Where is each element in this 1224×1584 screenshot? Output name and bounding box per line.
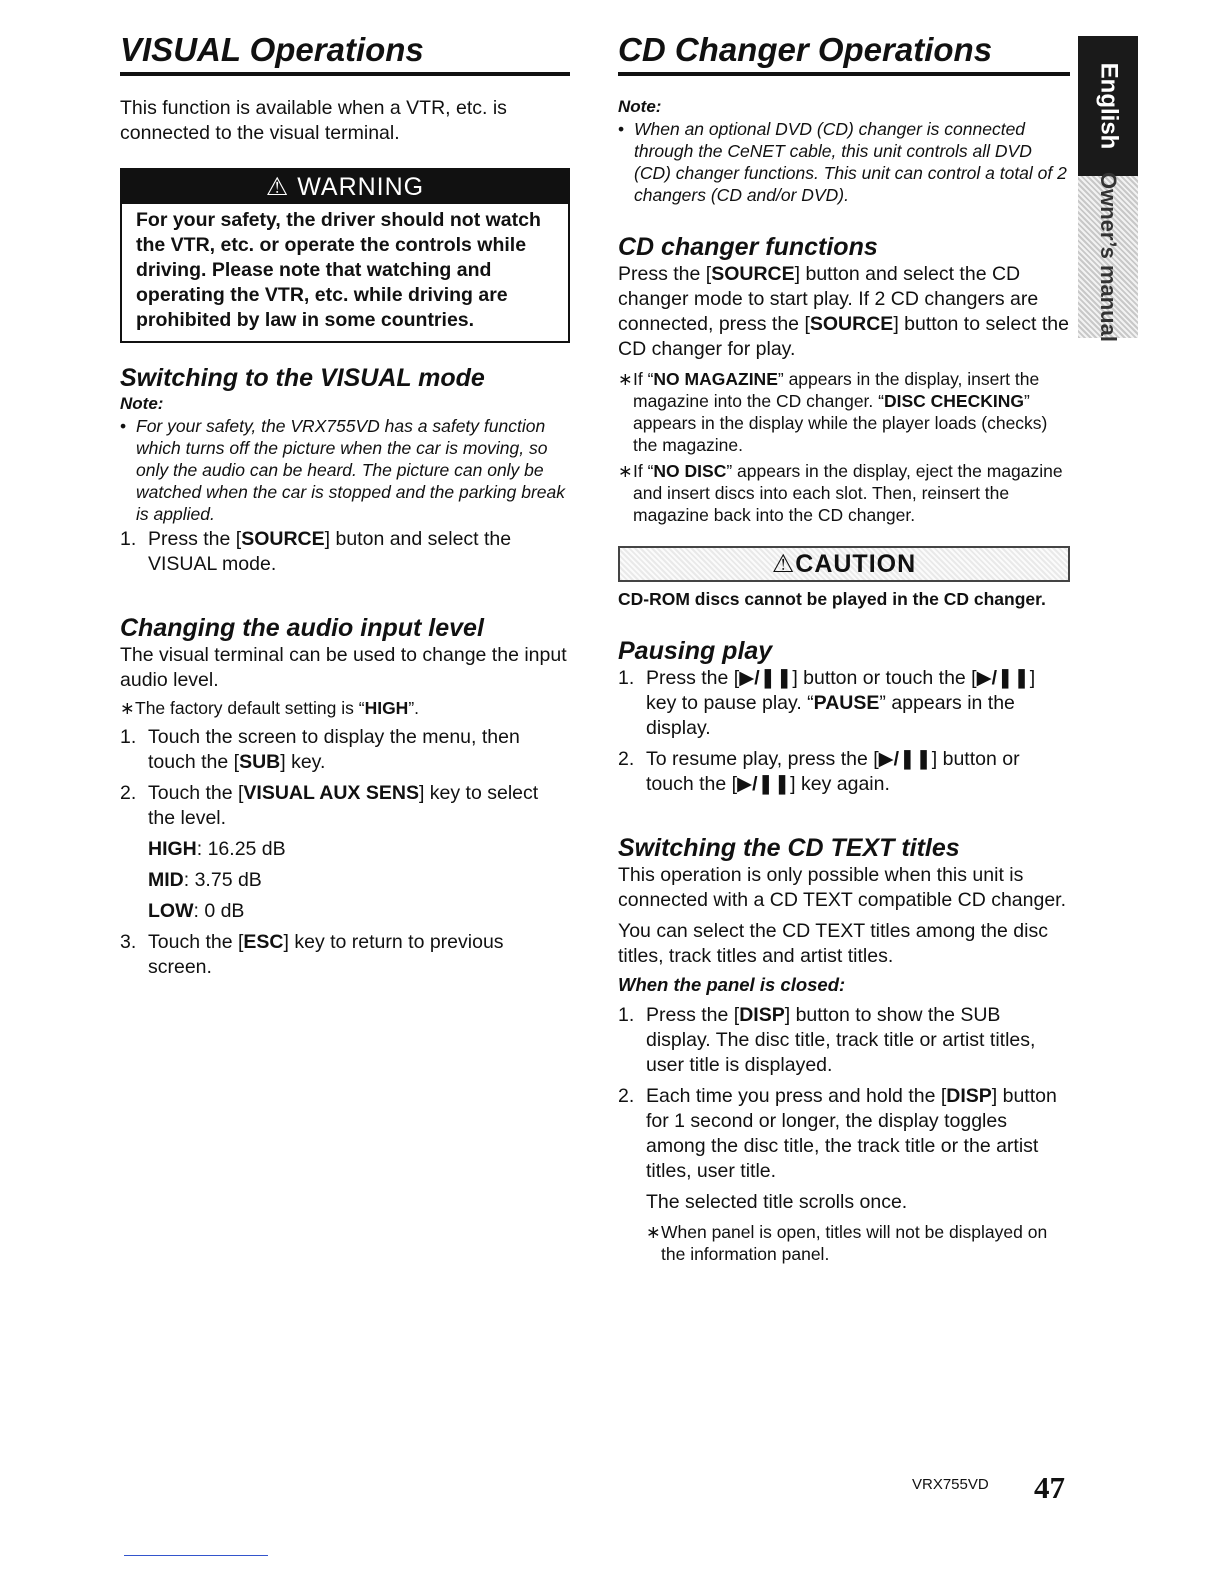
caution-banner <box>618 546 1070 582</box>
level-high: HIGH: 16.25 dB <box>148 838 286 860</box>
steps-list <box>120 527 570 577</box>
section-heading-cd-text-titles: Switching the CD TEXT titles <box>618 834 960 862</box>
warning-header <box>122 170 568 204</box>
cdtext-intro: This operation is only possible when this unit is connected with a CD TEXT compatible CD changer. <box>618 864 1067 911</box>
level-low: LOW: 0 dB <box>148 900 245 922</box>
note-label: Note: <box>120 394 164 413</box>
caution-text: CD-ROM discs cannot be played in the CD changer. <box>618 589 1046 609</box>
steps-list <box>618 1003 1070 1184</box>
step-item: 1. Press the [▶/❚❚] button or touch the [▶/❚❚] key to pause play. “PAUSE” appears in the display. <box>618 667 1036 739</box>
caution-icon: ⚠ <box>771 550 796 578</box>
section-heading-cd-changer-functions: CD changer functions <box>618 233 878 261</box>
step-item: 2. Each time you press and hold the [DISP] button for 1 second or longer, the display toggles among the disc title, the track title or the artist titles, user title. <box>618 1085 1057 1182</box>
intro-text: This function is available when a VTR, etc. is connected to the visual terminal. <box>120 97 507 144</box>
step-item: 1. Touch the screen to display the menu, then touch the [SUB] key. <box>120 726 520 773</box>
level-mid: MID: 3.75 dB <box>148 869 262 891</box>
page-title: CD Changer Operations <box>618 30 1070 76</box>
section-heading-pausing-play: Pausing play <box>618 637 773 665</box>
no-magazine-note: ∗ If “NO MAGAZINE” appears in the display, insert the magazine into the CD changer. “DISC CHECKING” appears in the display while the player loads (checks) the magazine. <box>618 369 1048 455</box>
panel-open-note: ∗ When panel is open, titles will not be displayed on the information panel. <box>646 1222 1048 1264</box>
right-column <box>618 30 1070 1265</box>
functions-text: Press the [SOURCE] button and select the CD changer mode to start play. If 2 CD changers are connected, press the [SOURCE] button to select the CD changer for play. <box>618 263 1069 360</box>
no-disc-note: ∗ If “NO DISC” appears in the display, eject the magazine and insert discs into each slot. Then, reinsert the magazine back into the CD changer. <box>618 461 1063 525</box>
step-item: 3. Touch the [ESC] key to return to previous screen. <box>120 931 504 978</box>
warning-label: WARNING <box>297 173 425 201</box>
audio-intro: The visual terminal can be used to change the input audio level. <box>120 644 567 691</box>
section-heading-audio-input: Changing the audio input level <box>120 614 484 642</box>
warning-text: For your safety, the driver should not watch the VTR, etc. or operate the controls while driving. Please note that watching and operating the VTR, etc. while driving are prohibited by law in some countries. <box>136 209 541 331</box>
warning-box <box>120 168 570 343</box>
warning-icon: ⚠ <box>265 173 290 201</box>
bottom-divider <box>124 1555 268 1556</box>
tab-owners-manual: Owner’s manual <box>1078 176 1138 338</box>
footer-model: VRX755VD <box>912 1476 989 1493</box>
note-text: • When an optional DVD (CD) changer is connected through the CeNET cable, this unit controls all DVD (CD) changer functions. This unit can control a total of 2 changers (CD and/or DVD). <box>618 118 1070 206</box>
section-heading-switching-visual: Switching to the VISUAL mode <box>120 364 485 392</box>
caution-label: CAUTION <box>795 550 917 578</box>
step-item: 2. Touch the [VISUAL AUX SENS] key to select the level. <box>120 782 539 829</box>
side-language-tab <box>1078 36 1138 342</box>
step-item: 1. Press the [DISP] button to show the SUB display. The disc title, track title or artist titles, user title is displayed. <box>618 1004 1036 1076</box>
note-text: • For your safety, the VRX755VD has a safety function which turns off the picture when the car is moving, so only the audio can be heard. The picture can only be watched when the car is stopped and the parking break is applied. <box>120 415 570 525</box>
panel-closed-label: When the panel is closed: <box>618 974 846 995</box>
tab-english: English <box>1078 36 1138 176</box>
page-title: VISUAL Operations <box>120 30 570 76</box>
page-number: 47 <box>1034 1470 1065 1505</box>
steps-list <box>120 930 570 980</box>
default-note: ∗ The factory default setting is “HIGH”. <box>120 698 420 718</box>
step-item: 2. To resume play, press the [▶/❚❚] button or touch the [▶/❚❚] key again. <box>618 748 1020 795</box>
left-column <box>120 30 570 980</box>
steps-list <box>618 666 1070 797</box>
step-item: 1. Press the [SOURCE] buton and select the VISUAL mode. <box>120 528 512 575</box>
cdtext-select: You can select the CD TEXT titles among the disc titles, track titles and artist titles. <box>618 920 1048 967</box>
note-label: Note: <box>618 97 662 116</box>
steps-list <box>120 725 570 831</box>
scroll-text: The selected title scrolls once. <box>646 1191 908 1213</box>
